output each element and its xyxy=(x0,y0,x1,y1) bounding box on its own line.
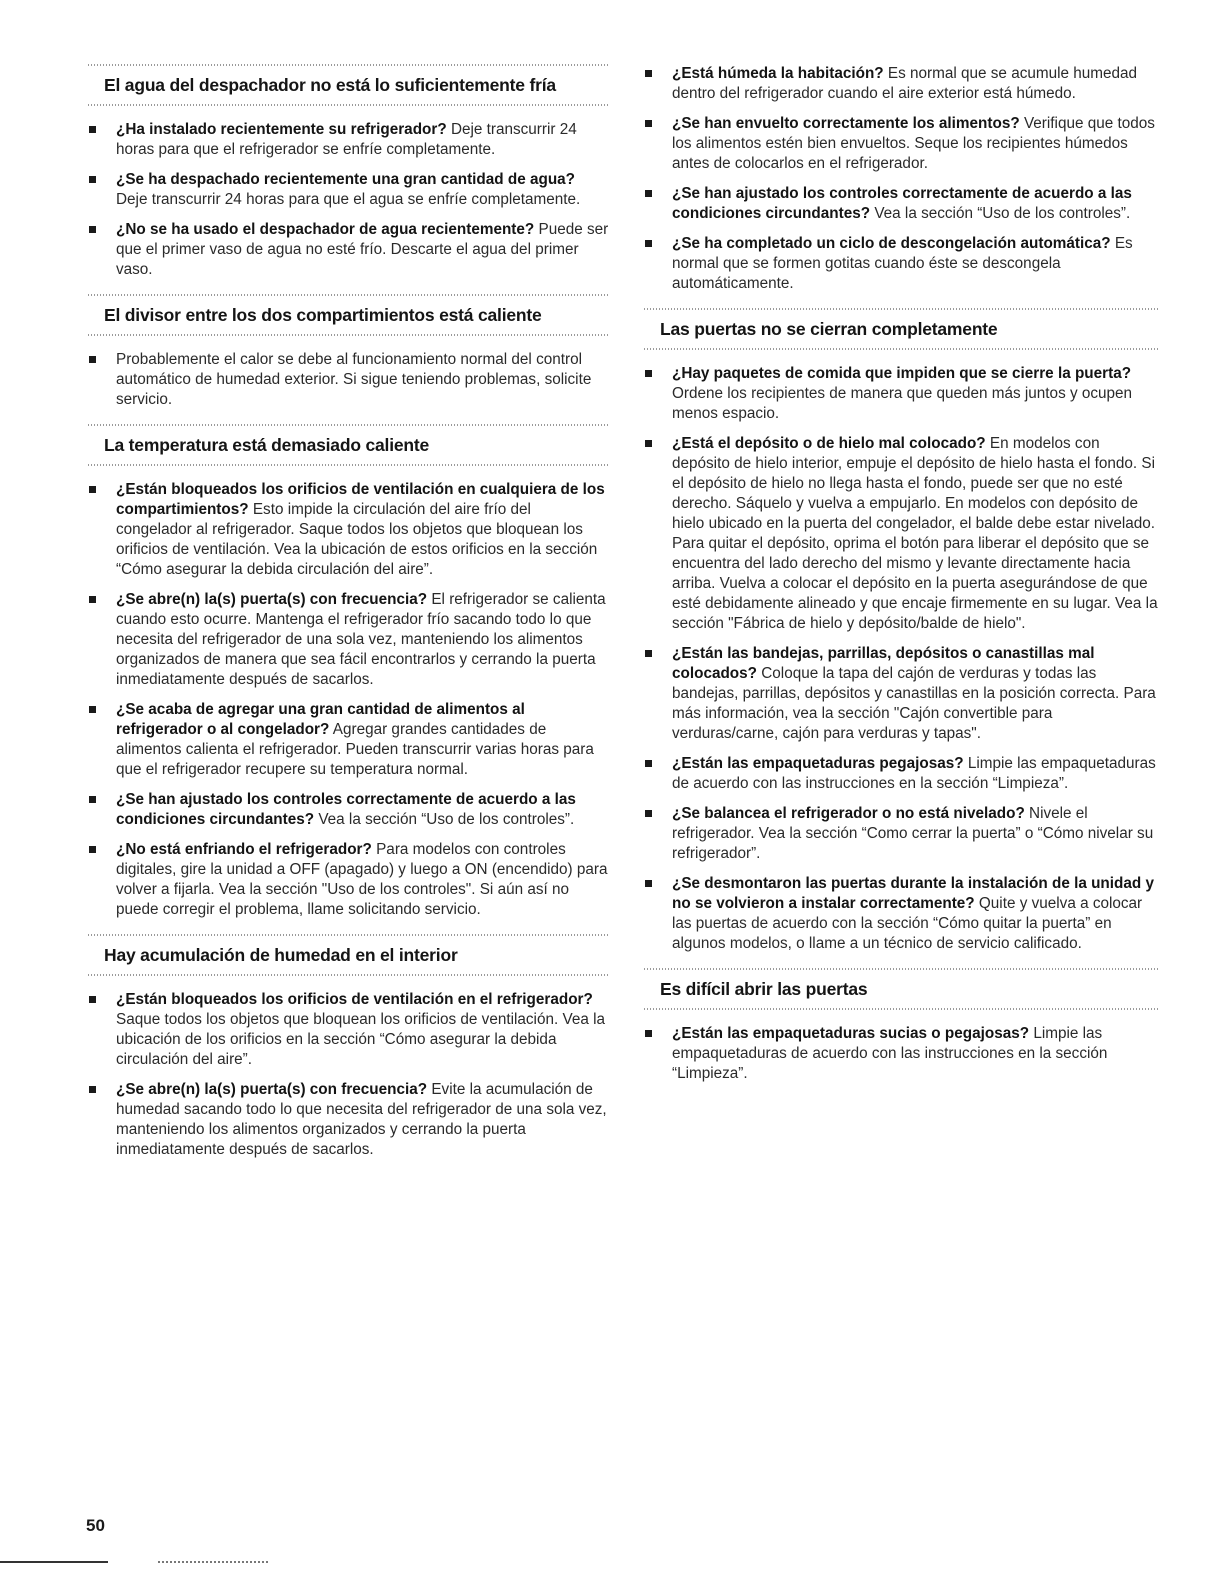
list-item xyxy=(88,700,610,780)
question-text: ¿Se han ajustado los controles correctamente de acuerdo a las condiciones circundantes? xyxy=(116,791,576,828)
answer-text: Agregar grandes cantidades de alimentos calienta el refrigerador. Pueden transcurrir varias horas para que el refrigerador recupere su temperatura normal. xyxy=(116,721,594,778)
square-bullet-icon xyxy=(89,706,96,713)
list-item xyxy=(644,804,1160,864)
troubleshooting-section xyxy=(644,968,1160,1084)
question-text: ¿Se han ajustado los controles correctamente de acuerdo a las condiciones circundantes? xyxy=(672,185,1132,222)
answer-text: Nivele el refrigerador. Vea la sección “Como cerrar la puerta” o “Cómo nivelar su refrigerador”. xyxy=(672,805,1154,862)
square-bullet-icon xyxy=(89,356,96,363)
item-list xyxy=(88,480,610,920)
square-bullet-icon xyxy=(645,1030,652,1037)
list-item xyxy=(88,590,610,690)
square-bullet-icon xyxy=(89,126,96,133)
question-text: ¿Ha instalado recientemente su refrigerador? xyxy=(116,121,447,138)
question-text: ¿Se abre(n) la(s) puerta(s) con frecuencia? xyxy=(116,1081,428,1098)
list-item xyxy=(644,114,1160,174)
troubleshooting-section xyxy=(88,64,610,280)
answer-text: Es normal que se acumule humedad dentro del refrigerador cuando el aire exterior está húmedo. xyxy=(672,65,1138,102)
answer-text: Ordene los recipientes de manera que queden más juntos y ocupen menos espacio. xyxy=(672,385,1133,422)
question-text: ¿Se han envuelto correctamente los alimentos? xyxy=(672,115,1020,132)
question-text: ¿No se ha usado el despachador de agua recientemente? xyxy=(116,221,535,238)
answer-text: Quite y vuelva a colocar las puertas de acuerdo con la sección “Cómo quitar la puerta” en algunos modelos, o llame a un técnico de servicio calificado. xyxy=(672,895,1143,952)
square-bullet-icon xyxy=(645,760,652,767)
answer-text: Limpie las empaquetaduras de acuerdo con las instrucciones en la sección “Limpieza”. xyxy=(672,755,1156,792)
list-item xyxy=(88,220,610,280)
square-bullet-icon xyxy=(645,650,652,657)
square-bullet-icon xyxy=(645,370,652,377)
square-bullet-icon xyxy=(89,996,96,1003)
square-bullet-icon xyxy=(89,846,96,853)
troubleshooting-section xyxy=(644,308,1160,954)
answer-text: En modelos con depósito de hielo interior, empuje el depósito de hielo hasta el fondo. Si el depósito de hielo no llega hasta el fondo, puede ser que no esté derecho. Sáquelo y vuelva a empujarlo. En modelos con depósito de hielo ubicado en la puerta del congelador, el balde debe estar nivelado. Para quitar el depósito, oprima el botón para liberar el depósito que se encuentra del lado derecho del mismo y levante directamente hacia arriba. Vuelva a colocar el depósito en la puerta asegurándose de que esté debidamente alineado y que encaje firmemente en su lugar. Vea la sección "Fábrica de hielo y depósito/balde de hielo". xyxy=(672,435,1158,632)
item-list xyxy=(644,1024,1160,1084)
list-item xyxy=(644,234,1160,294)
answer-text: Deje transcurrir 24 horas para que el agua se enfríe completamente. xyxy=(116,191,581,208)
answer-text: Coloque la tapa del cajón de verduras y todas las bandejas, parrillas, depósitos y canastillas en la posición correcta. Para más información, vea la sección "Cajón convertible para verduras/carne, cajón para verduras y tapas". xyxy=(672,665,1156,742)
question-text: ¿Están las bandejas, parrillas, depósitos o canastillas mal colocados? xyxy=(672,645,1095,682)
answer-text: Deje transcurrir 24 horas para que el refrigerador se enfríe completamente. xyxy=(116,121,577,158)
troubleshooting-section xyxy=(88,424,610,920)
question-text: ¿Se acaba de agregar una gran cantidad de alimentos al refrigerador o al congelador? xyxy=(116,701,525,738)
answer-text: Saque todos los objetos que bloquean los orificios de ventilación. Vea la ubicación de los orificios en la sección “Cómo asegurar la debida circulación del aire”. xyxy=(116,1011,605,1068)
square-bullet-icon xyxy=(645,810,652,817)
question-text: ¿Están bloqueados los orificios de ventilación en el refrigerador? xyxy=(116,991,593,1008)
answer-text: Esto impide la circulación del aire frío del congelador al refrigerador. Saque todos los objetos que bloquean los orificios de ventilación. Vea la ubicación de estos orificios en la sección “Cómo asegurar la debida circulación del aire”. xyxy=(116,501,598,578)
right-column xyxy=(644,64,1160,1098)
list-item xyxy=(644,364,1160,424)
question-text: ¿Están bloqueados los orificios de ventilación en cualquiera de los compartimientos? xyxy=(116,481,605,518)
question-text: ¿Se abre(n) la(s) puerta(s) con frecuencia? xyxy=(116,591,428,608)
square-bullet-icon xyxy=(89,796,96,803)
list-item xyxy=(88,480,610,580)
list-item xyxy=(644,754,1160,794)
item-list xyxy=(88,990,610,1160)
answer-text: Para modelos con controles digitales, gire la unidad a OFF (apagado) y luego a ON (encendido) para volver a fijarla. Vea la sección "Uso de los controles". Si aún así no puede corregir el problema, llame solicitando servicio. xyxy=(116,841,608,918)
answer-text: Es normal que se formen gotitas cuando éste se descongela automáticamente. xyxy=(672,235,1133,292)
answer-text: Probablemente el calor se debe al funcionamiento normal del control automático de humedad exterior. Si sigue teniendo problemas, solicite servicio. xyxy=(116,351,592,408)
question-text: ¿Está húmeda la habitación? xyxy=(672,65,884,82)
answer-text: Limpie las empaquetaduras de acuerdo con las instrucciones en la sección “Limpieza”. xyxy=(672,1025,1108,1082)
answer-text: Evite la acumulación de humedad sacando todo lo que necesita del refrigerador de una sola vez, manteniendo los alimentos organizados y cerrando la puerta inmediatamente después de sacarlos. xyxy=(116,1081,607,1158)
question-text: ¿Se balancea el refrigerador o no está nivelado? xyxy=(672,805,1025,822)
list-item xyxy=(88,1080,610,1160)
troubleshooting-section xyxy=(88,934,610,1160)
item-list xyxy=(644,64,1160,294)
square-bullet-icon xyxy=(89,596,96,603)
square-bullet-icon xyxy=(89,486,96,493)
troubleshooting-section xyxy=(88,294,610,410)
question-text: ¿Están las empaquetaduras pegajosas? xyxy=(672,755,964,772)
section-heading: Es difícil abrir las puertas xyxy=(644,968,1160,1010)
left-column xyxy=(88,64,610,1174)
list-item xyxy=(88,790,610,830)
square-bullet-icon xyxy=(645,70,652,77)
answer-text: Vea la sección “Uso de los controles”. xyxy=(318,811,575,828)
list-item xyxy=(88,840,610,920)
square-bullet-icon xyxy=(645,120,652,127)
footer-dotted-rule xyxy=(158,1561,270,1563)
square-bullet-icon xyxy=(645,190,652,197)
list-item xyxy=(644,1024,1160,1084)
square-bullet-icon xyxy=(89,176,96,183)
question-text: ¿Están las empaquetaduras sucias o pegajosas? xyxy=(672,1025,1030,1042)
list-item xyxy=(644,874,1160,954)
square-bullet-icon xyxy=(645,240,652,247)
list-item xyxy=(88,990,610,1070)
list-item xyxy=(88,350,610,410)
item-list xyxy=(88,350,610,410)
list-item xyxy=(644,184,1160,224)
question-text: ¿Se desmontaron las puertas durante la instalación de la unidad y no se volvieron a instalar correctamente? xyxy=(672,875,1154,912)
square-bullet-icon xyxy=(89,226,96,233)
square-bullet-icon xyxy=(645,880,652,887)
question-text: ¿Se ha completado un ciclo de descongelación automática? xyxy=(672,235,1111,252)
square-bullet-icon xyxy=(645,440,652,447)
question-text: ¿Se ha despachado recientemente una gran cantidad de agua? xyxy=(116,171,576,188)
list-item xyxy=(88,170,610,210)
answer-text: Puede ser que el primer vaso de agua no esté frío. Descarte el agua del primer vaso. xyxy=(116,221,609,278)
footer-rule xyxy=(0,1561,108,1563)
answer-text: El refrigerador se calienta cuando esto ocurre. Mantenga el refrigerador frío sacando todo lo que necesita del refrigerador de una sola vez, manteniendo los alimentos organizados de manera que sea fácil encontrarlos y cerrando la puerta inmediatamente después de sacarlos. xyxy=(116,591,606,688)
list-item xyxy=(644,64,1160,104)
answer-text: Vea la sección “Uso de los controles”. xyxy=(874,205,1131,222)
item-list xyxy=(644,364,1160,954)
list-item xyxy=(88,120,610,160)
section-heading: Hay acumulación de humedad en el interior xyxy=(88,934,610,976)
section-heading: El divisor entre los dos compartimientos está caliente xyxy=(88,294,610,336)
section-heading: La temperatura está demasiado caliente xyxy=(88,424,610,466)
square-bullet-icon xyxy=(89,1086,96,1093)
answer-text: Verifique que todos los alimentos estén bien envueltos. Seque los recipientes húmedos antes de colocarlos en el refrigerador. xyxy=(672,115,1155,172)
section-heading: El agua del despachador no está lo suficientemente fría xyxy=(88,64,610,106)
troubleshooting-section xyxy=(644,64,1160,294)
list-item xyxy=(644,644,1160,744)
question-text: ¿Hay paquetes de comida que impiden que se cierre la puerta? xyxy=(672,365,1132,382)
question-text: ¿No está enfriando el refrigerador? xyxy=(116,841,372,858)
section-heading: Las puertas no se cierran completamente xyxy=(644,308,1160,350)
question-text: ¿Está el depósito o de hielo mal colocado? xyxy=(672,435,986,452)
item-list xyxy=(88,120,610,280)
page-number: 50 xyxy=(86,1516,105,1535)
list-item xyxy=(644,434,1160,634)
